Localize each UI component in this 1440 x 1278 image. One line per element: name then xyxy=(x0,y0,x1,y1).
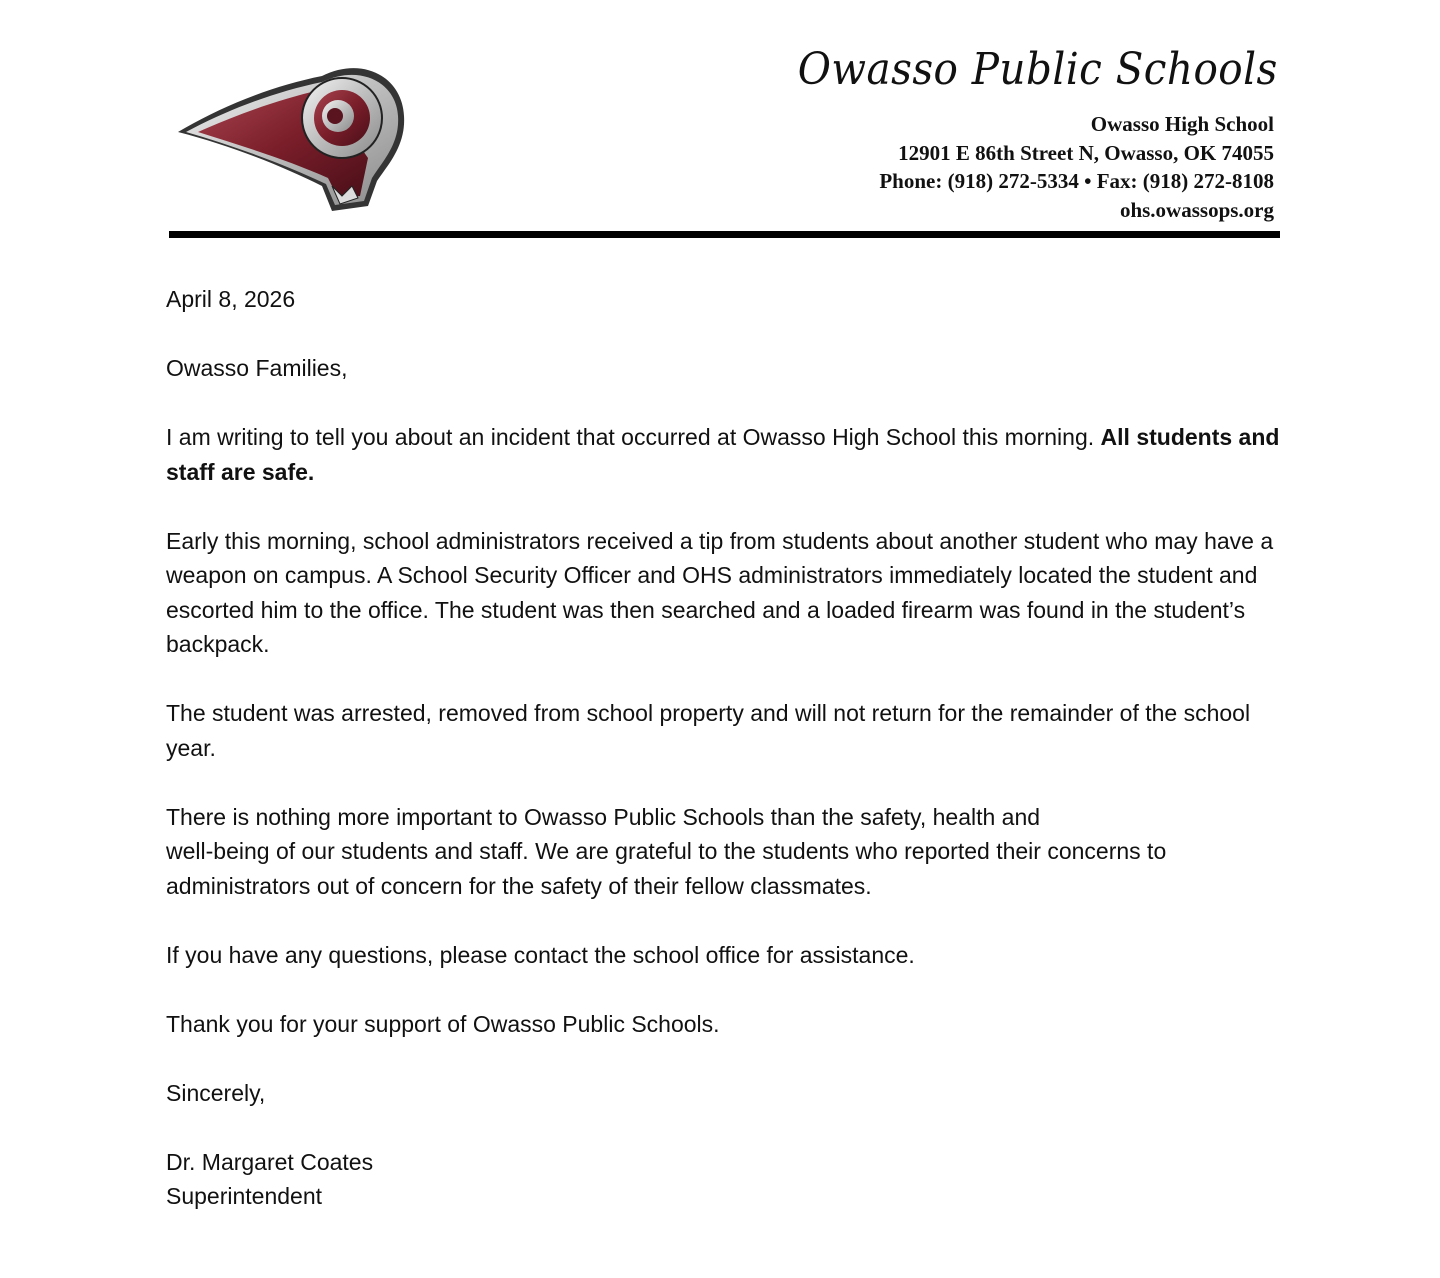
paragraph-thanks: Thank you for your support of Owasso Public Schools. xyxy=(166,1010,720,1037)
safety-statement: All students and staff are safe. xyxy=(166,424,1280,485)
closing: Sincerely, xyxy=(166,1079,266,1106)
salutation: Owasso Families, xyxy=(166,355,348,381)
signer-name: Dr. Margaret Coates xyxy=(166,1148,374,1175)
letter-body xyxy=(166,282,1286,1214)
letter-date: April 8, 2026 xyxy=(166,286,296,312)
paragraph-outcome: The student was arrested, removed from school property and will not return for the remainder of the school year. xyxy=(166,700,1251,761)
ram-logo-icon xyxy=(172,46,412,218)
paragraph-incident xyxy=(166,420,1286,489)
school-name: Owasso High School xyxy=(1090,112,1274,136)
paragraph-details: Early this morning, school administrators received a tip from students about another student who may have a weapon on campus. A School Security Officer and OHS administrators immediately located the student and escorted him to the office. The student was then searched and a loaded firearm was found in the student’s backpack. xyxy=(166,527,1274,657)
header-divider xyxy=(169,231,1280,238)
paragraph-incident-text: I am writing to tell you about an incident that occurred at Owasso High School this morning. xyxy=(166,424,1101,450)
paragraph-gratitude xyxy=(166,800,1286,904)
website: ohs.owassops.org xyxy=(1119,197,1274,222)
letterhead-contact-block xyxy=(879,110,1274,224)
paragraph-gratitude-rest: well-being of our students and staff. We are grateful to the students who reported their concerns to administrators out of concern for the safety of their fellow classmates. xyxy=(166,838,1167,899)
paragraph-contact: If you have any questions, please contact the school office for assistance. xyxy=(166,941,915,968)
organization-name: Owasso Public Schools xyxy=(797,44,1278,95)
school-address: 12901 E 86th Street N, Owasso, OK 74055 xyxy=(898,140,1274,165)
signer-title: Superintendent xyxy=(166,1183,323,1209)
phone-fax: Phone: (918) 272-5334 • Fax: (918) 272-8108 xyxy=(879,169,1274,193)
paragraph-gratitude-line1: There is nothing more important to Owasso Public Schools than the safety, health and xyxy=(166,803,1041,830)
